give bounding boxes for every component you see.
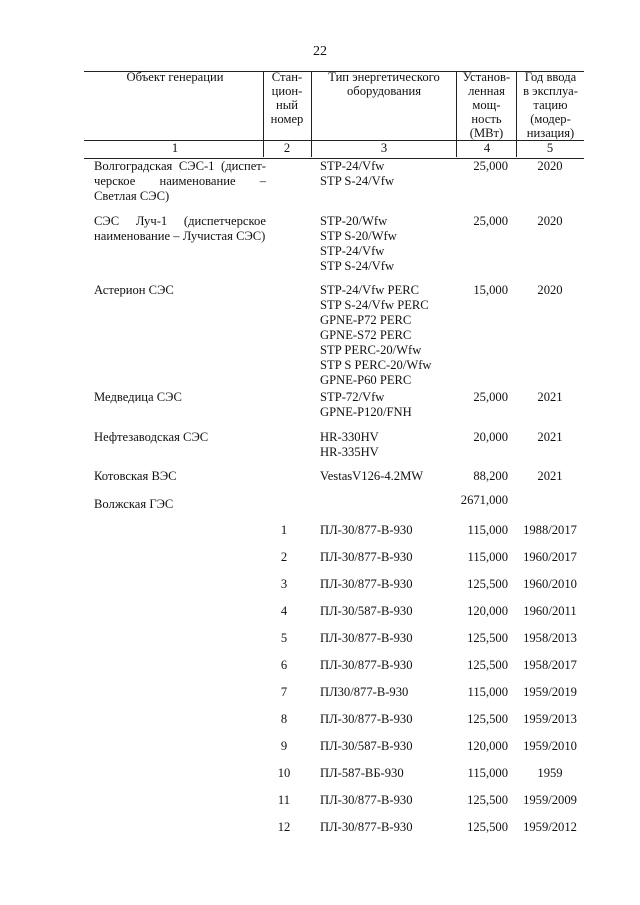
commissioning-year: 2021	[537, 469, 563, 483]
header-station-line: номер	[270, 112, 304, 126]
station-number: 3	[280, 577, 288, 591]
object-name: Котовская ВЭС	[94, 469, 177, 483]
installed-power: 125,500	[467, 658, 508, 672]
commissioning-year: 1959/2019	[523, 685, 577, 699]
equipment-item: STP-24/Vfw	[320, 159, 385, 173]
column-number: 2	[283, 141, 291, 155]
installed-power: 125,500	[467, 712, 508, 726]
equipment-list	[320, 283, 470, 388]
station-number: 4	[280, 604, 288, 618]
station-number: 10	[277, 766, 291, 780]
equipment-item: STP S-24/Vfw	[320, 259, 395, 273]
object-name: Волгоградская СЭС-1 (диспетчерское наименование – Светлая СЭС)	[94, 159, 266, 203]
installed-power: 88,200	[473, 469, 508, 483]
station-number: 8	[280, 712, 288, 726]
equipment-item: ПЛ-30/877-В-930	[320, 523, 413, 537]
station-number: 2	[280, 550, 288, 564]
installed-power: 25,000	[473, 214, 508, 228]
installed-power: 115,000	[467, 550, 508, 564]
equipment-item: ПЛ-30/877-В-930	[320, 658, 413, 672]
equipment-item: ПЛ-30/877-В-930	[320, 631, 413, 645]
page-number: 22	[313, 44, 327, 59]
station-number: 9	[280, 739, 288, 753]
equipment-item: STP PERC-20/Wfw	[320, 343, 422, 357]
equipment-item: STP S-24/Vfw PERC	[320, 298, 429, 312]
equipment-item: GPNE-P60 PERC	[320, 373, 412, 387]
header-year-line: (модер-	[530, 112, 571, 126]
object-name: Волжская ГЭС	[94, 497, 174, 511]
station-number: 1	[280, 523, 288, 537]
commissioning-year: 1959/2012	[523, 820, 577, 834]
equipment-item: HR-335HV	[320, 445, 379, 459]
commissioning-year: 1960/2010	[523, 577, 577, 591]
installed-power: 115,000	[467, 766, 508, 780]
installed-power: 2671,000	[460, 493, 508, 507]
installed-power: 120,000	[467, 604, 508, 618]
header-equipment-line: Тип энергетического	[328, 70, 440, 84]
commissioning-year: 1958/2013	[523, 631, 577, 645]
commissioning-year: 2020	[537, 214, 563, 228]
equipment-item: STP S PERC-20/Wfw	[320, 358, 432, 372]
installed-power: 25,000	[473, 390, 508, 404]
equipment-item: HR-330HV	[320, 430, 379, 444]
equipment-item: GPNE-S72 PERC	[320, 328, 412, 342]
object-name: Медведица СЭС	[94, 390, 182, 404]
installed-power: 125,500	[467, 577, 508, 591]
equipment-item: ПЛ-30/877-В-930	[320, 793, 413, 807]
equipment-item: STP S-24/Vfw	[320, 174, 395, 188]
header-equipment	[312, 70, 456, 98]
installed-power: 20,000	[473, 430, 508, 444]
object-name: СЭС Луч-1 (диспетчерское наименование – Лучистая СЭС)	[94, 214, 266, 243]
commissioning-year: 1959	[537, 766, 563, 780]
equipment-item: STP-24/Vfw	[320, 244, 385, 258]
header-power	[457, 70, 516, 140]
equipment-item: STP-72/Vfw	[320, 390, 385, 404]
column-number: 3	[380, 141, 388, 155]
commissioning-year: 1959/2010	[523, 739, 577, 753]
commissioning-year: 1960/2011	[523, 604, 577, 618]
header-station-line: Стан-	[271, 70, 303, 84]
equipment-item: STP S-20/Wfw	[320, 229, 397, 243]
header-year-line: в эксплуа-	[523, 84, 578, 98]
commissioning-year: 1988/2017	[523, 523, 577, 537]
column-number: 4	[483, 141, 491, 155]
commissioning-year: 1960/2017	[523, 550, 577, 564]
equipment-item: ПЛ-587-ВБ-930	[320, 766, 404, 780]
station-number: 12	[277, 820, 291, 834]
equipment-item: GPNE-P72 PERC	[320, 313, 412, 327]
column-number: 5	[546, 141, 554, 155]
header-object: Объект генерации	[126, 70, 224, 84]
header-year-line: тацию	[533, 98, 568, 112]
header-power-line: (МВт)	[469, 126, 504, 140]
commissioning-year: 2021	[537, 390, 563, 404]
equipment-item: ПЛ-30/877-В-930	[320, 820, 413, 834]
header-year-line: низация)	[526, 126, 575, 140]
commissioning-year: 1959/2013	[523, 712, 577, 726]
station-number: 11	[277, 793, 291, 807]
column-number: 1	[171, 141, 179, 155]
equipment-item: ПЛ-30/587-В-930	[320, 604, 413, 618]
object-name: Нефтезаводская СЭС	[94, 430, 209, 444]
installed-power: 115,000	[467, 685, 508, 699]
equipment-item: GPNE-P120/FNH	[320, 405, 412, 419]
equipment-item: STP-24/Vfw PERC	[320, 283, 420, 297]
installed-power: 125,500	[467, 793, 508, 807]
column-number-row	[84, 140, 584, 159]
header-year-line: Год ввода	[524, 70, 577, 84]
installed-power: 25,000	[473, 159, 508, 173]
equipment-item: ПЛ-30/587-В-930	[320, 739, 413, 753]
equipment-item: ПЛ-30/877-В-930	[320, 712, 413, 726]
header-station	[264, 70, 310, 126]
station-number: 6	[280, 658, 288, 672]
header-year	[517, 70, 584, 140]
header-power-line: ность	[471, 112, 502, 126]
equipment-item: ПЛ30/877-В-930	[320, 685, 409, 699]
equipment-item: ПЛ-30/877-В-930	[320, 550, 413, 564]
equipment-item: STP-20/Wfw	[320, 214, 388, 228]
commissioning-year: 1958/2017	[523, 658, 577, 672]
header-station-line: ный	[276, 98, 298, 112]
commissioning-year: 2021	[537, 430, 563, 444]
commissioning-year: 2020	[537, 283, 563, 297]
commissioning-year: 2020	[537, 159, 563, 173]
installed-power: 125,500	[467, 820, 508, 834]
station-number: 7	[280, 685, 288, 699]
installed-power: 15,000	[473, 283, 508, 297]
header-station-line: цион-	[271, 84, 303, 98]
header-power-line: мощ-	[472, 98, 501, 112]
installed-power: 125,500	[467, 631, 508, 645]
equipment-item: VestasV126-4.2MW	[320, 469, 424, 483]
installed-power: 120,000	[467, 739, 508, 753]
station-number: 5	[280, 631, 288, 645]
object-name: Астерион СЭС	[94, 283, 174, 297]
header-power-line: Установ-	[462, 70, 511, 84]
installed-power: 115,000	[467, 523, 508, 537]
equipment-item: ПЛ-30/877-В-930	[320, 577, 413, 591]
commissioning-year: 1959/2009	[523, 793, 577, 807]
header-power-line: ленная	[468, 84, 505, 98]
header-equipment-line: оборудования	[347, 84, 421, 98]
